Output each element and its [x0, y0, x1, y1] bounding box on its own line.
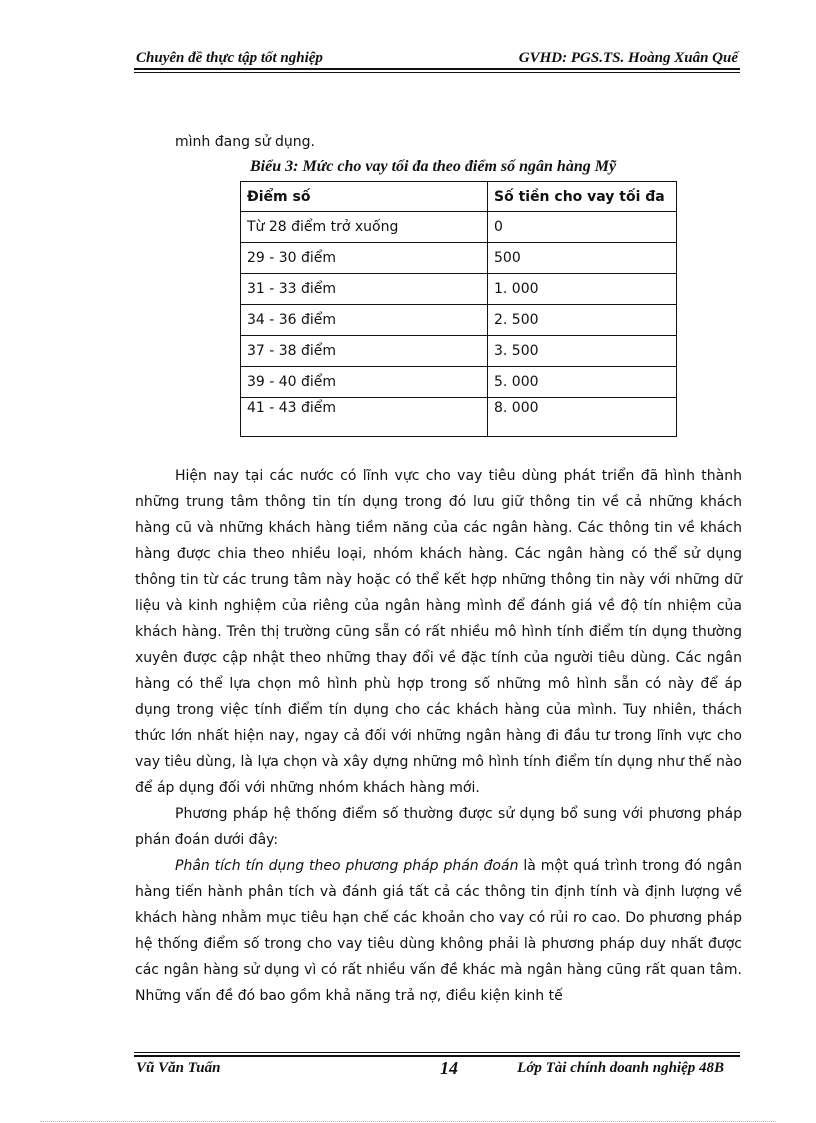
table-row	[241, 398, 677, 437]
amount-cell: 2. 500	[488, 305, 677, 336]
page-header	[134, 48, 740, 70]
amount-cell: 5. 000	[488, 367, 677, 398]
score-cell: 39 - 40 điểm	[241, 367, 488, 398]
header-divider	[134, 68, 740, 70]
paragraph: Phương pháp hệ thống điểm số thường được sử dụng bổ sung với phương pháp phán đoán dưới đây:	[135, 806, 742, 848]
table-row	[241, 212, 677, 243]
score-cell: 34 - 36 điểm	[241, 305, 488, 336]
page-footer	[134, 1058, 740, 1082]
score-cell: 37 - 38 điểm	[241, 336, 488, 367]
table-row	[241, 367, 677, 398]
table-caption: Biểu 3: Mức cho vay tối đa theo điểm số ngân hàng Mỹ	[250, 158, 617, 175]
table-row	[241, 305, 677, 336]
score-table	[240, 181, 677, 437]
page-number: 14	[440, 1058, 458, 1078]
table-row	[241, 336, 677, 367]
header-title: Chuyên đề thực tập tốt nghiệp	[136, 50, 323, 66]
lead-text: mình đang sử dụng.	[175, 134, 315, 150]
table-header-row	[241, 182, 677, 212]
paragraph: Hiện nay tại các nước có lĩnh vực cho vay tiêu dùng phát triển đã hình thành những trung tâm thông tin tín dụng trong đó lưu giữ thông tin về cả những khách hàng cũ và những khách hàng tiềm năng của các ngân hàng. Các thông tin về khách hàng được chia theo nhiều loại, nhóm khách hàng. Các ngân hàng có thể sử dụng thông tin từ các trung tâm này hoặc có thể kết hợp những thông tin này với những dữ liệu và kinh nghiệm của riêng của ngân hàng mình để đánh giá về độ tín nhiệm của khách hàng. Trên thị trường cũng sẵn có rất nhiều mô hình tính điểm tín dụng thường xuyên được cập nhật theo những thay đổi về đặc tính của người tiêu dùng. Các ngân hàng có thể lựa chọn mô hình phù hợp trong số những mô hình sẵn có này để áp dụng trong việc tính điểm tín dụng cho các khách hàng của mình. Tuy nhiên, thách thức lớn nhất hiện nay, ngay cả đối với những ngân hàng đi đầu tư trong lĩnh vực cho vay tiêu dùng, là lựa chọn và xây dựng những mô hình tính điểm tín dụng như thế nào để áp dụng đối với những nhóm khách hàng mới.	[135, 468, 742, 796]
body-text	[135, 463, 742, 1009]
footer-divider	[134, 1055, 740, 1057]
score-cell: Từ 28 điểm trở xuống	[241, 212, 488, 243]
amount-cell: 500	[488, 243, 677, 274]
italic-phrase: Phân tích tín dụng theo phương pháp phán đoán	[175, 858, 519, 874]
paragraph	[135, 853, 742, 1009]
table-row	[241, 243, 677, 274]
amount-cell: 3. 500	[488, 336, 677, 367]
page-edge-dots	[40, 1121, 776, 1122]
header-advisor: GVHD: PGS.TS. Hoàng Xuân Quế	[518, 50, 738, 66]
amount-cell: 0	[488, 212, 677, 243]
column-header-amount: Số tiền cho vay tối đa	[488, 182, 677, 212]
score-cell: 41 - 43 điểm	[241, 398, 488, 437]
table-row	[241, 274, 677, 305]
header-divider-thin	[134, 72, 740, 73]
amount-cell: 1. 000	[488, 274, 677, 305]
footer-author: Vũ Văn Tuấn	[136, 1060, 221, 1076]
paragraph-continuation: là một quá trình trong đó ngân hàng tiến hành phân tích và đánh giá tất cả các thông tin định tính và định lượng về khách hàng nhằm mục tiêu hạn chế các khoản cho vay có rủi ro cao. Do phương pháp hệ thống điểm số trong cho vay tiêu dùng không phải là phương pháp duy nhất được các ngân hàng sử dụng vì có rất nhiều vấn đề khác mà ngân hàng cũng rất quan tâm. Những vấn đề đó bao gồm khả năng trả nợ, điều kiện kinh tế	[135, 858, 742, 1004]
footer-divider-thin	[134, 1052, 740, 1053]
score-cell: 31 - 33 điểm	[241, 274, 488, 305]
amount-cell: 8. 000	[488, 398, 677, 437]
column-header-score: Điểm số	[241, 182, 488, 212]
footer-class: Lớp Tài chính doanh nghiệp 48B	[517, 1060, 724, 1076]
score-cell: 29 - 30 điểm	[241, 243, 488, 274]
